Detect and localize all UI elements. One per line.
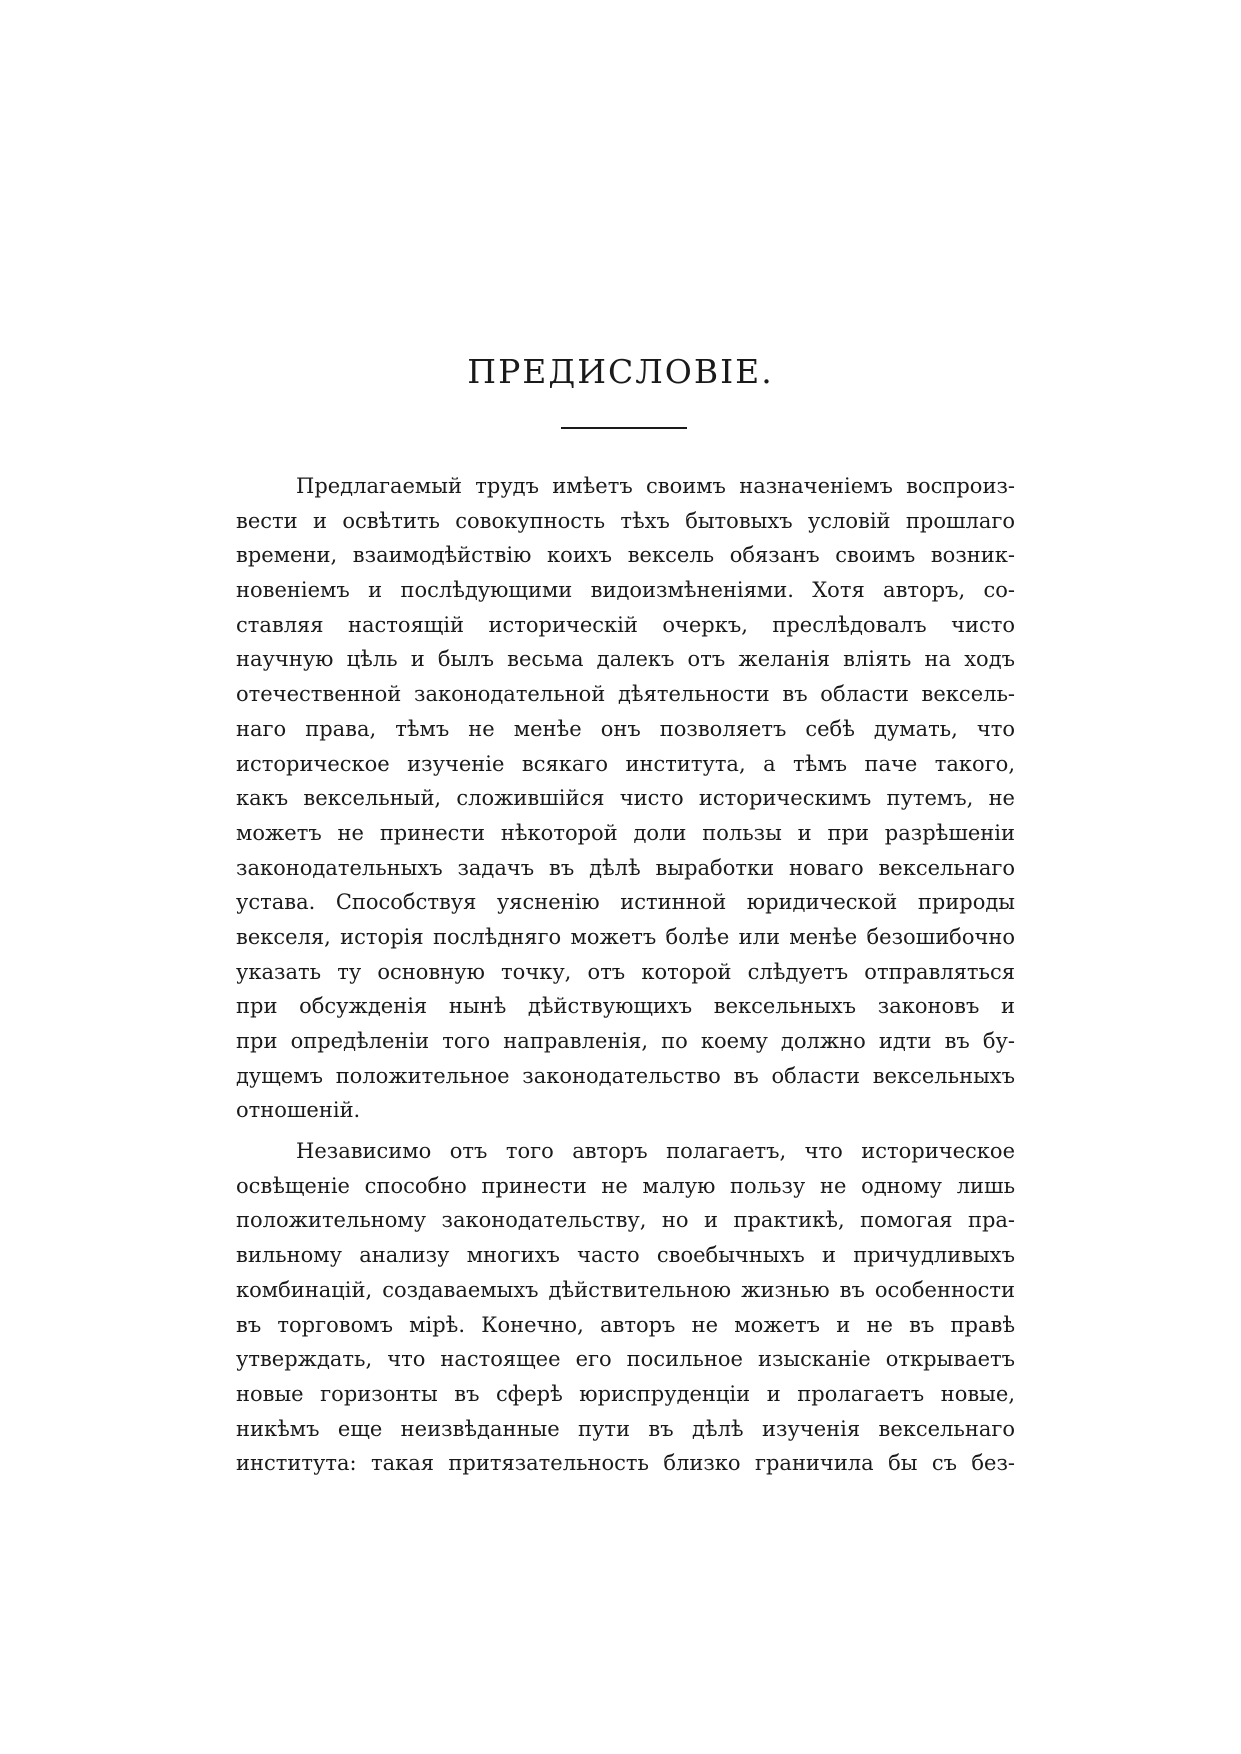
text-line: отечественной законодательной дѣятельности въ области вексель-: [236, 682, 1015, 707]
text-line: новеніемъ и послѣдующими видоизмѣненіями. Хотя авторъ, со-: [236, 578, 1015, 603]
text-line: новые горизонты въ сферѣ юриспруденціи и пролагаетъ новые,: [236, 1381, 1015, 1406]
text-line: вильному анализу многихъ часто своебычныхъ и причудливыхъ: [236, 1243, 1015, 1268]
text-line: Предлагаемый трудъ имѣетъ своимъ назначеніемъ воспроиз-: [296, 474, 1015, 498]
text-line: института: такая притязательность близко граничила бы съ без-: [236, 1451, 1015, 1476]
text-line: можетъ не принести нѣкоторой доли пользы и при разрѣшеніи: [236, 820, 1015, 845]
paragraph-1: [236, 469, 1015, 1128]
text-line: векселя, исторія послѣдняго можетъ болѣе или менѣе безошибочно: [236, 924, 1015, 949]
body-text: [236, 469, 1015, 1481]
text-line: никѣмъ еще неизвѣданные пути въ дѣлѣ изученія вексельнаго: [236, 1416, 1015, 1441]
text-line: при опредѣленіи того направленія, по коему должно идти въ бу-: [236, 1029, 1015, 1053]
text-line: научную цѣль и былъ весьма далекъ отъ желанія вліять на ходъ: [236, 647, 1015, 672]
text-line: дущемъ положительное законодательство въ области вексельныхъ: [236, 1063, 1015, 1088]
text-line: утверждать, что настоящее его посильное изысканіе открываетъ: [236, 1347, 1015, 1372]
text-line: историческое изученіе всякаго института, а тѣмъ паче такого,: [236, 751, 1015, 776]
text-line: при обсужденія нынѣ дѣйствующихъ вексельныхъ законовъ и: [236, 994, 1015, 1019]
text-line: ставляя настоящій историческій очеркъ, преслѣдовалъ чисто: [236, 612, 1015, 637]
title-divider: [561, 427, 687, 429]
text-line: устава. Способствуя уясненію истинной юридической природы: [236, 890, 1015, 915]
page-title: ПРЕДИСЛОВІЕ.: [467, 352, 774, 391]
text-line: вести и освѣтить совокупность тѣхъ бытовыхъ условій прошлаго: [236, 508, 1015, 533]
text-line: времени, взаимодѣйствію коихъ вексель обязанъ своимъ возник-: [236, 543, 1015, 568]
text-line: отношеній.: [236, 1098, 361, 1123]
text-line: законодательныхъ задачъ въ дѣлѣ выработки новаго вексельнаго: [236, 855, 1015, 880]
text-line: какъ вексельный, сложившійся чисто историческимъ путемъ, не: [236, 786, 1015, 811]
text-line: освѣщеніе способно принести не малую пользу не одному лишь: [236, 1173, 1015, 1198]
text-line: Независимо отъ того авторъ полагаетъ, что историческое: [296, 1139, 1015, 1164]
text-line: комбинацій, создаваемыхъ дѣйствительною жизнью въ особенности: [236, 1277, 1015, 1302]
text-line: указать ту основную точку, отъ которой слѣдуетъ отправляться: [236, 959, 1015, 984]
text-line: въ торговомъ мірѣ. Конечно, авторъ не можетъ и не въ правѣ: [236, 1312, 1015, 1337]
text-line: наго права, тѣмъ не менѣе онъ позволяетъ себѣ думать, что: [236, 716, 1015, 741]
paragraph-2: [236, 1134, 1015, 1481]
text-line: положительному законодательству, но и практикѣ, помогая пра-: [236, 1208, 1015, 1233]
